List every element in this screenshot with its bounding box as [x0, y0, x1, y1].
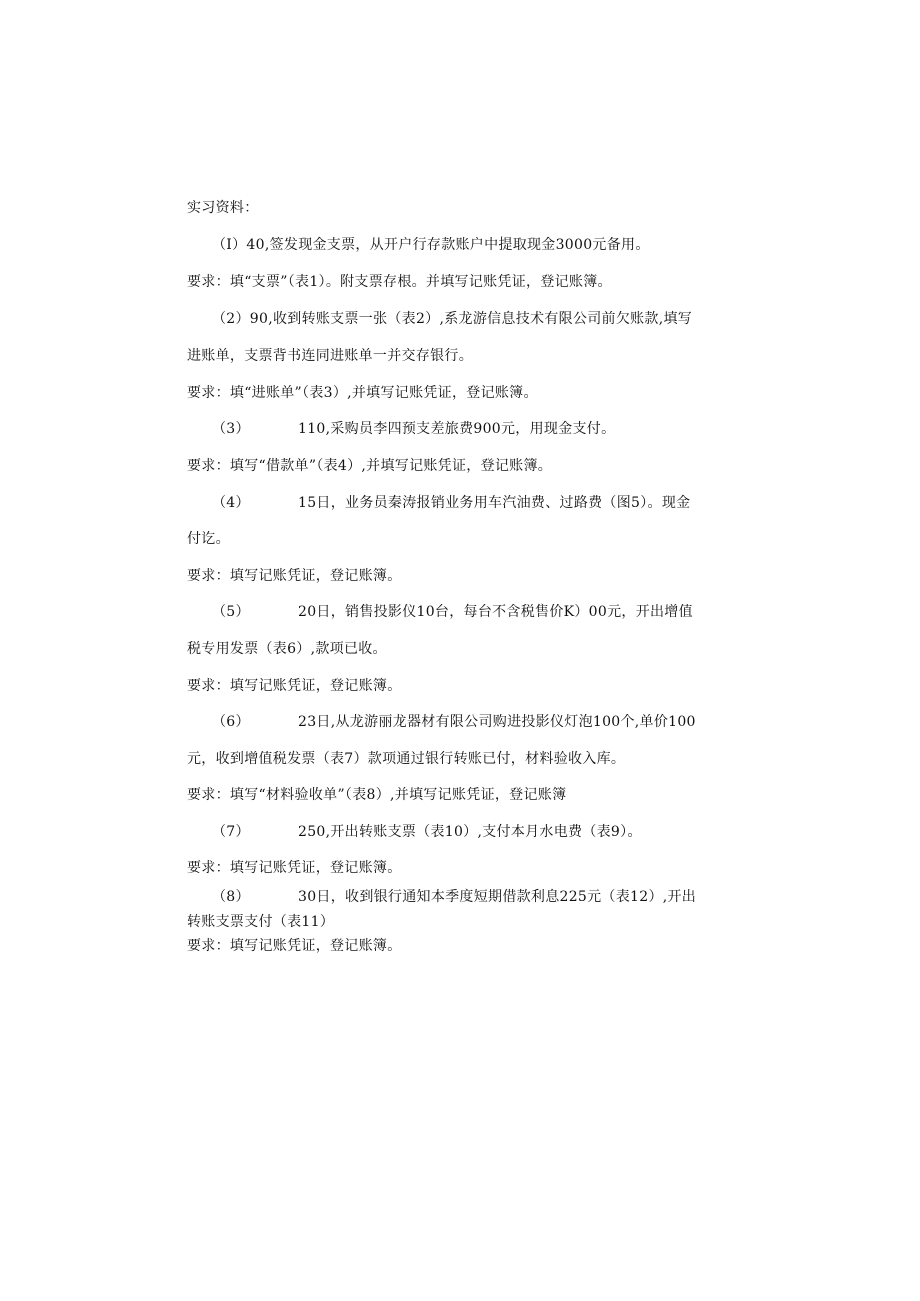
item-6-continued: 元，收到增值税发票（表7）款项通过银行转账已付，材料验收入库。	[187, 751, 626, 767]
requirement-6: 要求：填写“材料验收单”（表8）,并填写记账凭证，登记账簿	[187, 787, 567, 803]
item-4-continued: 付讫。	[187, 531, 230, 547]
item-8-continued: 转账支票支付（表11）	[187, 914, 335, 930]
item-text: 110,采购员李四预支差旅费900元，用现金支付。	[298, 421, 616, 437]
item-5	[212, 603, 693, 621]
requirement-1: 要求：填“支票”（表1）。附支票存根。并填写记账凭证，登记账簿。	[187, 274, 612, 290]
item-2: （2）90,收到转账支票一张（表2）,系龙游信息技术有限公司前欠账款,填写	[212, 311, 693, 327]
requirement-2: 要求：填“进账单”（表3）,并填写记账凭证，登记账簿。	[187, 385, 538, 401]
item-number: （4）	[212, 495, 250, 511]
requirement-8: 要求：填写记账凭证，登记账簿。	[187, 938, 402, 954]
item-text: 15日，业务员秦涛报销业务用车汽油费、过路费（图5）。现金	[298, 495, 691, 511]
item-text: 30日，收到银行通知本季度短期借款利息225元（表12）,开出	[298, 889, 697, 905]
heading: 实习资料：	[187, 200, 259, 216]
item-8	[212, 888, 696, 906]
requirement-4: 要求：填写记账凭证，登记账簿。	[187, 568, 402, 584]
item-number: （7）	[212, 824, 250, 840]
item-number: （5）	[212, 604, 250, 620]
item-number: （3）	[212, 421, 250, 437]
item-5-continued: 税专用发票（表6）,款项已收。	[187, 641, 387, 657]
item-3	[212, 420, 615, 438]
requirement-3: 要求：填写“借款单”（表4）,并填写记账凭证，登记账簿。	[187, 458, 553, 474]
item-7	[212, 823, 642, 841]
item-text: 23日,从龙游丽龙器材有限公司购进投影仪灯泡100个,单价100	[298, 714, 696, 730]
item-2-continued: 进账单，支票背书连同进账单一并交存银行。	[187, 348, 473, 364]
item-4	[212, 494, 690, 512]
requirement-7: 要求：填写记账凭证，登记账簿。	[187, 860, 402, 876]
item-text: 250,开出转账支票（表10）,支付本月水电费（表9）。	[298, 824, 642, 840]
item-1: （I）40,签发现金支票，从开户行存款账户中提取现金3000元备用。	[212, 237, 650, 253]
item-number: （8）	[212, 889, 250, 905]
item-text: 20日，销售投影仪10台，每台不含税售价K）00元，开出增值	[298, 604, 693, 620]
item-6	[212, 713, 696, 731]
item-number: （6）	[212, 714, 250, 730]
requirement-5: 要求：填写记账凭证，登记账簿。	[187, 678, 402, 694]
